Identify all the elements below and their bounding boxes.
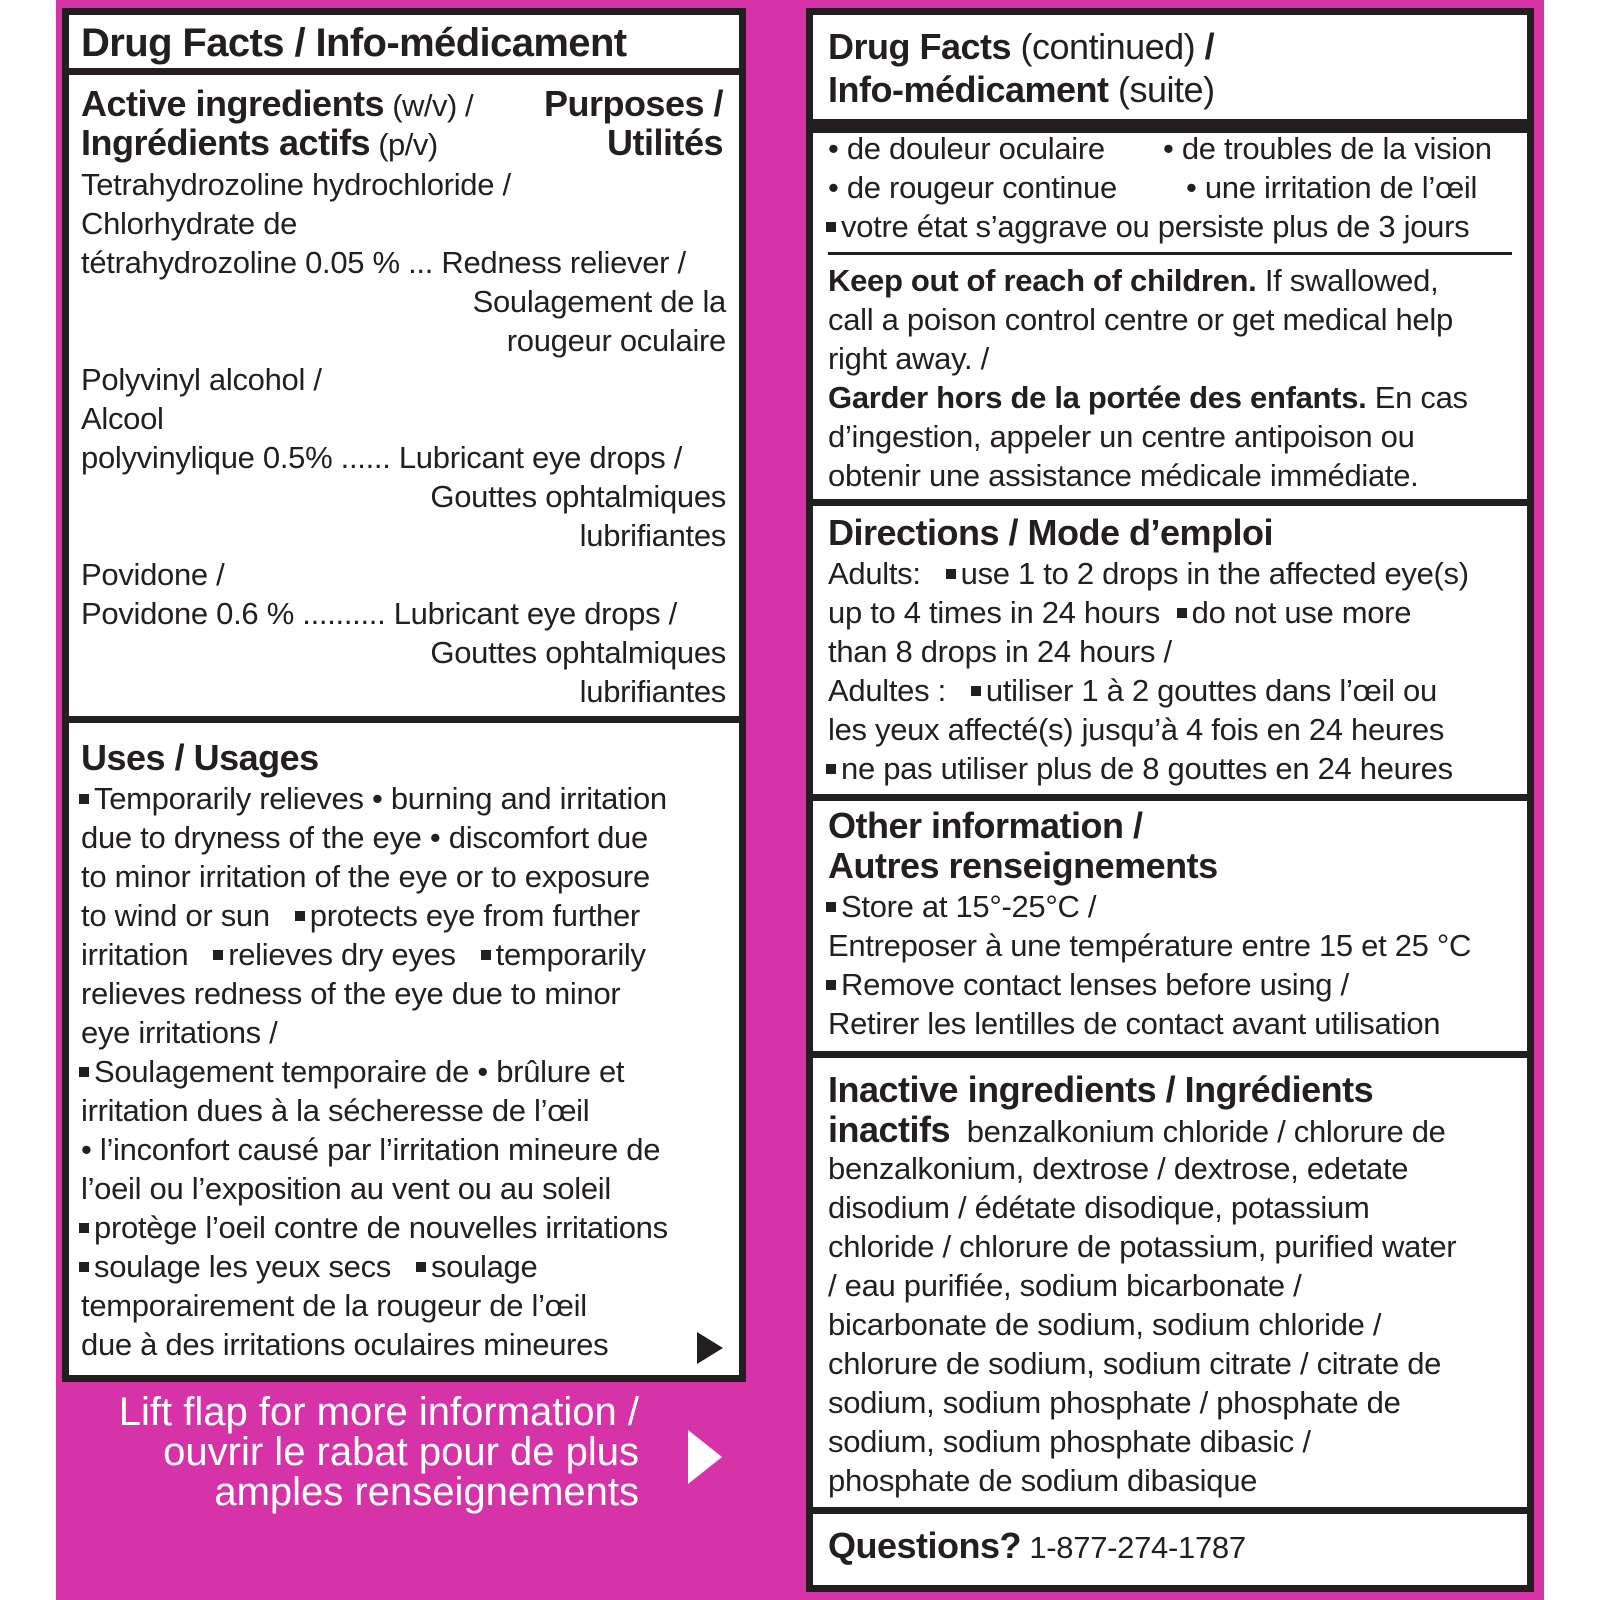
square-bullet-icon bbox=[946, 569, 956, 579]
page-title-right: Drug Facts (continued) / bbox=[828, 26, 1215, 67]
uses-line: Soulagement temporaire de • brûlure et bbox=[79, 1053, 624, 1091]
keep-out-text: d’ingestion, appeler un centre antipoison ou bbox=[828, 419, 1415, 454]
lift-flap-text[interactable]: amples renseignements bbox=[214, 1470, 639, 1514]
uses-line: eye irritations / bbox=[81, 1015, 278, 1050]
directions-line: Adults: use 1 to 2 drops in the affected eye(s) bbox=[828, 556, 1469, 591]
directions-line: Adultes : utiliser 1 à 2 gouttes dans l’œil ou bbox=[828, 673, 1437, 708]
purpose-line: lubrifiantes bbox=[579, 518, 726, 553]
ingredient-line: Chlorhydrate de bbox=[81, 206, 298, 241]
purpose-line: lubrifiantes bbox=[579, 674, 726, 709]
continue-arrow-icon bbox=[697, 1332, 723, 1364]
keep-out-text: Keep out of reach of children. If swallowed, bbox=[828, 263, 1439, 298]
purpose-line: Soulagement de la bbox=[472, 284, 726, 319]
other-information-heading: Other information / bbox=[828, 805, 1143, 846]
active-ingredients-heading-fr: Ingrédients actifs (p/v) bbox=[81, 122, 438, 163]
page-title-right-fr: Info-médicament (suite) bbox=[828, 69, 1215, 110]
uses-line: due à des irritations oculaires mineures bbox=[81, 1327, 609, 1362]
square-bullet-icon bbox=[1177, 608, 1187, 618]
square-bullet-icon bbox=[79, 1262, 89, 1272]
ingredient-line: tétrahydrozoline 0.05 % ... Redness reliever / bbox=[81, 245, 686, 280]
inactive-ingredients-line: bicarbonate de sodium, sodium chloride / bbox=[828, 1307, 1382, 1342]
divider bbox=[62, 68, 746, 75]
square-bullet-icon bbox=[213, 950, 223, 960]
other-information-line: Retirer les lentilles de contact avant utilisation bbox=[828, 1006, 1441, 1041]
square-bullet-icon bbox=[481, 950, 491, 960]
inactive-ingredients-line: phosphate de sodium dibasique bbox=[828, 1463, 1258, 1498]
warning-bullet: votre état s’aggrave ou persiste plus de 3 jours bbox=[826, 208, 1469, 246]
lift-flap-arrow-icon[interactable] bbox=[688, 1430, 722, 1484]
inactive-ingredients-line: / eau purifiée, sodium bicarbonate / bbox=[828, 1268, 1302, 1303]
other-information-line: Remove contact lenses before using / bbox=[826, 966, 1349, 1004]
lift-flap-text[interactable]: Lift flap for more information / bbox=[118, 1390, 639, 1434]
divider bbox=[828, 252, 1512, 255]
square-bullet-icon bbox=[79, 1223, 89, 1233]
ingredient-line: polyvinylique 0.5% ...... Lubricant eye drops / bbox=[81, 440, 683, 475]
uses-line: to wind or sun protects eye from further bbox=[81, 898, 640, 933]
inactive-ingredients-line: chloride / chlorure de potassium, purified water bbox=[828, 1229, 1457, 1264]
uses-line: soulage les yeux secs soulage bbox=[79, 1248, 537, 1286]
keep-out-text: right away. / bbox=[828, 341, 989, 376]
divider bbox=[62, 716, 746, 723]
warning-bullet: • de troubles de la vision bbox=[1163, 131, 1492, 166]
square-bullet-icon bbox=[416, 1262, 426, 1272]
uses-line: Temporarily relieves • burning and irritation bbox=[79, 780, 667, 818]
other-information-heading-fr: Autres renseignements bbox=[828, 845, 1218, 886]
uses-line: temporairement de la rougeur de l’œil bbox=[81, 1288, 587, 1323]
keep-out-text: call a poison control centre or get medical help bbox=[828, 302, 1453, 337]
ingredient-line: Alcool bbox=[81, 401, 164, 436]
purpose-line: Gouttes ophtalmiques bbox=[430, 479, 726, 514]
directions-heading: Directions / Mode d’emploi bbox=[828, 512, 1274, 553]
purpose-line: Gouttes ophtalmiques bbox=[430, 635, 726, 670]
square-bullet-icon bbox=[295, 911, 305, 921]
lift-flap-text[interactable]: ouvrir le rabat pour de plus bbox=[163, 1430, 639, 1474]
inactive-ingredients-line: chlorure de sodium, sodium citrate / citrate de bbox=[828, 1346, 1442, 1381]
directions-line: ne pas utiliser plus de 8 gouttes en 24 heures bbox=[826, 750, 1453, 788]
uses-heading: Uses / Usages bbox=[81, 737, 319, 778]
other-information-line: Entreposer à une température entre 15 et 25 °C bbox=[828, 928, 1472, 963]
page-title-left: Drug Facts / Info-médicament bbox=[81, 21, 627, 65]
uses-line: to minor irritation of the eye or to exposure bbox=[81, 859, 650, 894]
warning-bullet: • de douleur oculaire bbox=[828, 131, 1105, 166]
purpose-line: rougeur oculaire bbox=[506, 323, 726, 358]
other-information-line: Store at 15°-25°C / bbox=[826, 888, 1096, 926]
uses-line: l’oeil ou l’exposition au vent ou au soleil bbox=[81, 1171, 611, 1206]
keep-out-text: obtenir une assistance médicale immédiate. bbox=[828, 458, 1419, 493]
square-bullet-icon bbox=[826, 222, 836, 232]
ingredient-line: Tetrahydrozoline hydrochloride / bbox=[81, 167, 511, 202]
inactive-ingredients-line: inactifs benzalkonium chloride / chlorure de bbox=[828, 1109, 1446, 1150]
directions-line: than 8 drops in 24 hours / bbox=[828, 634, 1172, 669]
questions-line: Questions? 1-877-274-1787 bbox=[828, 1525, 1246, 1566]
ingredient-line: Polyvinyl alcohol / bbox=[81, 362, 322, 397]
square-bullet-icon bbox=[971, 686, 981, 696]
uses-line: relieves redness of the eye due to minor bbox=[81, 976, 621, 1011]
square-bullet-icon bbox=[79, 794, 89, 804]
purposes-heading-fr: Utilités bbox=[606, 122, 723, 163]
ingredient-line: Povidone / bbox=[81, 557, 225, 592]
uses-line: irritation dues à la sécheresse de l’œil bbox=[81, 1093, 590, 1128]
purposes-heading: Purposes / bbox=[543, 83, 723, 124]
uses-line: irritation relieves dry eyes temporarily bbox=[81, 937, 646, 972]
inactive-ingredients-line: benzalkonium, dextrose / dextrose, edetate bbox=[828, 1151, 1409, 1186]
inactive-ingredients-line: sodium, sodium phosphate dibasic / bbox=[828, 1424, 1311, 1459]
directions-line: les yeux affecté(s) jusqu’à 4 fois en 24 heures bbox=[828, 712, 1445, 747]
warning-bullet: • de rougeur continue bbox=[828, 170, 1117, 205]
ingredient-line: Povidone 0.6 % .......... Lubricant eye drops / bbox=[81, 596, 677, 631]
uses-line: due to dryness of the eye • discomfort due bbox=[81, 820, 648, 855]
keep-out-text: Garder hors de la portée des enfants. En cas bbox=[828, 380, 1468, 415]
inactive-ingredients-line: disodium / édétate disodique, potassium bbox=[828, 1190, 1370, 1225]
active-ingredients-heading: Active ingredients (w/v) / bbox=[81, 83, 474, 124]
phone-number[interactable]: 1-877-274-1787 bbox=[1021, 1530, 1246, 1565]
warning-bullet: • une irritation de l’œil bbox=[1186, 170, 1478, 205]
directions-line: up to 4 times in 24 hours do not use more bbox=[828, 595, 1412, 630]
square-bullet-icon bbox=[826, 902, 836, 912]
inactive-ingredients-line: sodium, sodium phosphate / phosphate de bbox=[828, 1385, 1401, 1420]
square-bullet-icon bbox=[79, 1067, 89, 1077]
square-bullet-icon bbox=[826, 764, 836, 774]
uses-line: • l’inconfort causé par l’irritation mineure de bbox=[81, 1132, 661, 1167]
inactive-ingredients-heading: Inactive ingredients / Ingrédients bbox=[828, 1069, 1374, 1110]
square-bullet-icon bbox=[826, 980, 836, 990]
uses-line: protège l’oeil contre de nouvelles irritations bbox=[79, 1209, 668, 1247]
